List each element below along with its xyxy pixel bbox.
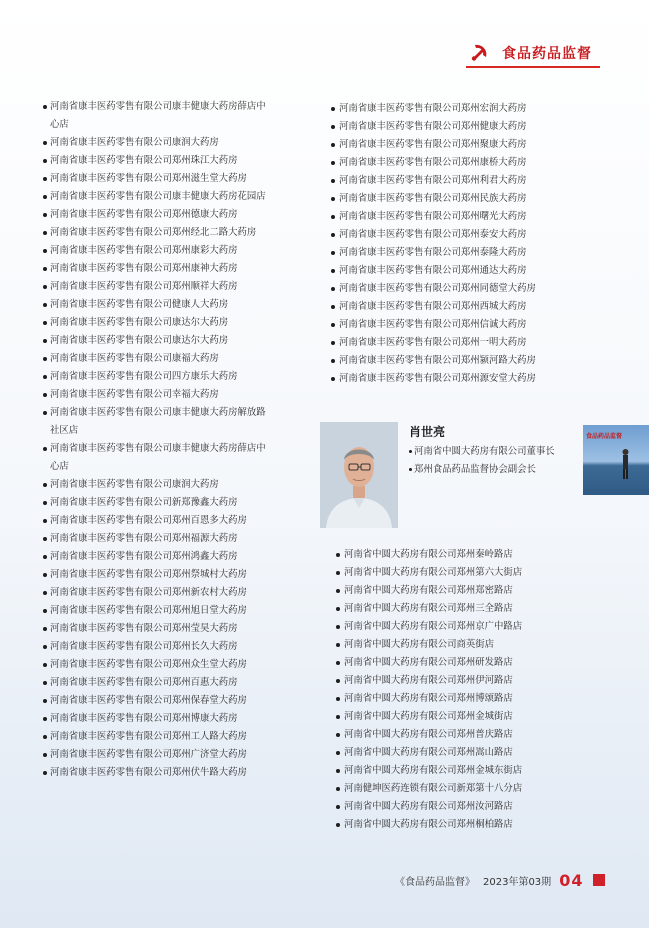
list-item: 河南省康丰医药零售有限公司郑州鸿鑫大药房 [43, 548, 271, 566]
page-header [466, 38, 600, 68]
party-emblem-icon [470, 42, 490, 62]
list-item: 河南省中圆大药房有限公司郑州京广中路店 [336, 618, 566, 636]
list-item: 河南省康丰医药零售有限公司郑州康彩大药房 [43, 242, 271, 260]
list-item: 河南省康丰医药零售有限公司郑州信诚大药房 [331, 316, 561, 334]
list-item: 河南省康丰医药零售有限公司郑州新农村大药房 [43, 584, 271, 602]
list-item: 河南省中圆大药房有限公司郑州嵩山路店 [336, 744, 566, 762]
list-item: 河南省康丰医药零售有限公司郑州曙光大药房 [331, 208, 561, 226]
list-item: 河南省康丰医药零售有限公司康丰健康大药房解放路社区店 [43, 404, 271, 440]
person-roles [409, 443, 555, 479]
person-name: 肖世亮 [409, 425, 446, 439]
landscape-photo [583, 425, 649, 495]
list-item: 河南省康丰医药零售有限公司郑州利君大药房 [331, 172, 561, 190]
list-item: 河南省康丰医药零售有限公司郑州民族大药房 [331, 190, 561, 208]
list-item: 河南省中圆大药房有限公司郑州秦岭路店 [336, 546, 566, 564]
list-item: 河南省康丰医药零售有限公司郑州珠江大药房 [43, 152, 271, 170]
list-item: 河南省中圆大药房有限公司郑州伊河路店 [336, 672, 566, 690]
list-item: 河南省康丰医药零售有限公司郑州一明大药房 [331, 334, 561, 352]
list-item: 河南省中圆大药房有限公司郑州三全路店 [336, 600, 566, 618]
section-title: 食品药品监督 [502, 46, 592, 62]
list-item: 河南省康丰医药零售有限公司郑州伏牛路大药房 [43, 764, 271, 782]
list-item: 河南省康丰医药零售有限公司郑州宏润大药房 [331, 100, 561, 118]
list-item: 河南省康丰医药零售有限公司郑州通达大药房 [331, 262, 561, 280]
person-standing-icon [583, 425, 649, 495]
list-item: 河南省康丰医药零售有限公司郑州保春堂大药房 [43, 692, 271, 710]
list-item: 河南省康丰医药零售有限公司郑州德康大药房 [43, 206, 271, 224]
list-item: 河南省中圆大药房有限公司郑州博颂路店 [336, 690, 566, 708]
list-item: 河南省康丰医药零售有限公司郑州颍河路大药房 [331, 352, 561, 370]
list-item: 河南省康丰医药零售有限公司郑州聚康大药房 [331, 136, 561, 154]
portrait-photo [320, 422, 398, 528]
list-item: 河南省中圆大药房有限公司郑州金城街店 [336, 708, 566, 726]
list-item: 河南省康丰医药零售有限公司康润大药房 [43, 134, 271, 152]
list-item: 河南省康丰医药零售有限公司康丰健康大药房薛店中心店 [43, 98, 271, 134]
list-item: 河南省康丰医药零售有限公司郑州百恩多大药房 [43, 512, 271, 530]
page-number: 04 [559, 870, 584, 890]
list-item: 河南健坤医药连锁有限公司新郑第十八分店 [336, 780, 566, 798]
photo-caption: 食品药品监督 [586, 433, 623, 440]
list-item: 河南省中圆大药房有限公司郑州研发路店 [336, 654, 566, 672]
list-item: 河南省康丰医药零售有限公司健康人大药房 [43, 296, 271, 314]
left-store-list [43, 98, 271, 782]
list-item: 河南省康丰医药零售有限公司郑州福源大药房 [43, 530, 271, 548]
list-item: 河南省康丰医药零售有限公司郑州经北二路大药房 [43, 224, 271, 242]
list-item: 河南省康丰医药零售有限公司郑州莹昊大药房 [43, 620, 271, 638]
list-item: 河南省康丰医药零售有限公司郑州旭日堂大药房 [43, 602, 271, 620]
list-item: 河南省康丰医药零售有限公司郑州康桥大药房 [331, 154, 561, 172]
list-item: 河南省中圆大药房有限公司郑州汝河路店 [336, 798, 566, 816]
list-item: 河南省康丰医药零售有限公司郑州同德堂大药房 [331, 280, 561, 298]
list-item: 河南省康丰医药零售有限公司郑州顺祥大药房 [43, 278, 271, 296]
list-item: 河南省康丰医药零售有限公司郑州康神大药房 [43, 260, 271, 278]
list-item: 河南省康丰医药零售有限公司郑州长久大药房 [43, 638, 271, 656]
right-store-list [331, 100, 561, 388]
list-item: 河南省康丰医药零售有限公司康润大药房 [43, 476, 271, 494]
list-item: 河南省中圆大药房有限公司郑州金城东街店 [336, 762, 566, 780]
list-item: 河南省康丰医药零售有限公司郑州泰隆大药房 [331, 244, 561, 262]
list-item: 河南省康丰医药零售有限公司康福大药房 [43, 350, 271, 368]
list-item: 河南省中圆大药房有限公司郑州桐柏路店 [336, 816, 566, 834]
list-item: 河南省康丰医药零售有限公司郑州泰安大药房 [331, 226, 561, 244]
page-footer [395, 870, 605, 890]
list-item: 河南省康丰医药零售有限公司郑州健康大药房 [331, 118, 561, 136]
red-square-icon [593, 874, 605, 886]
bottom-store-list [336, 546, 566, 834]
person-role: 郑州食品药品监督协会副会长 [409, 461, 555, 479]
list-item: 河南省康丰医药零售有限公司郑州众生堂大药房 [43, 656, 271, 674]
list-item: 河南省中圆大药房有限公司郑州第六大街店 [336, 564, 566, 582]
list-item: 河南省康丰医药零售有限公司郑州滋生堂大药房 [43, 170, 271, 188]
list-item: 河南省康丰医药零售有限公司郑州广济堂大药房 [43, 746, 271, 764]
list-item: 河南省康丰医药零售有限公司郑州工人路大药房 [43, 728, 271, 746]
list-item: 河南省康丰医药零售有限公司新郑豫鑫大药房 [43, 494, 271, 512]
issue-label: 2023年第03期 [483, 876, 552, 888]
person-portrait-icon [320, 422, 398, 528]
magazine-name: 《食品药品监督》 [395, 876, 475, 888]
list-item: 河南省康丰医药零售有限公司幸福大药房 [43, 386, 271, 404]
list-item: 河南省康丰医药零售有限公司郑州西城大药房 [331, 298, 561, 316]
list-item: 河南省康丰医药零售有限公司康丰健康大药房薛店中心店 [43, 440, 271, 476]
list-item: 河南省中圆大药房有限公司郑州郑密路店 [336, 582, 566, 600]
list-item: 河南省康丰医药零售有限公司郑州源安堂大药房 [331, 370, 561, 388]
list-item: 河南省康丰医药零售有限公司四方康乐大药房 [43, 368, 271, 386]
list-item: 河南省康丰医药零售有限公司康达尔大药房 [43, 314, 271, 332]
person-role: 河南省中圆大药房有限公司董事长 [409, 443, 555, 461]
list-item: 河南省中圆大药房有限公司商英街店 [336, 636, 566, 654]
list-item: 河南省康丰医药零售有限公司康达尔大药房 [43, 332, 271, 350]
list-item: 河南省康丰医药零售有限公司郑州博康大药房 [43, 710, 271, 728]
list-item: 河南省康丰医药零售有限公司郑州百惠大药房 [43, 674, 271, 692]
list-item: 河南省康丰医药零售有限公司康丰健康大药房花园店 [43, 188, 271, 206]
list-item: 河南省中圆大药房有限公司郑州普庆路店 [336, 726, 566, 744]
list-item: 河南省康丰医药零售有限公司郑州祭城村大药房 [43, 566, 271, 584]
